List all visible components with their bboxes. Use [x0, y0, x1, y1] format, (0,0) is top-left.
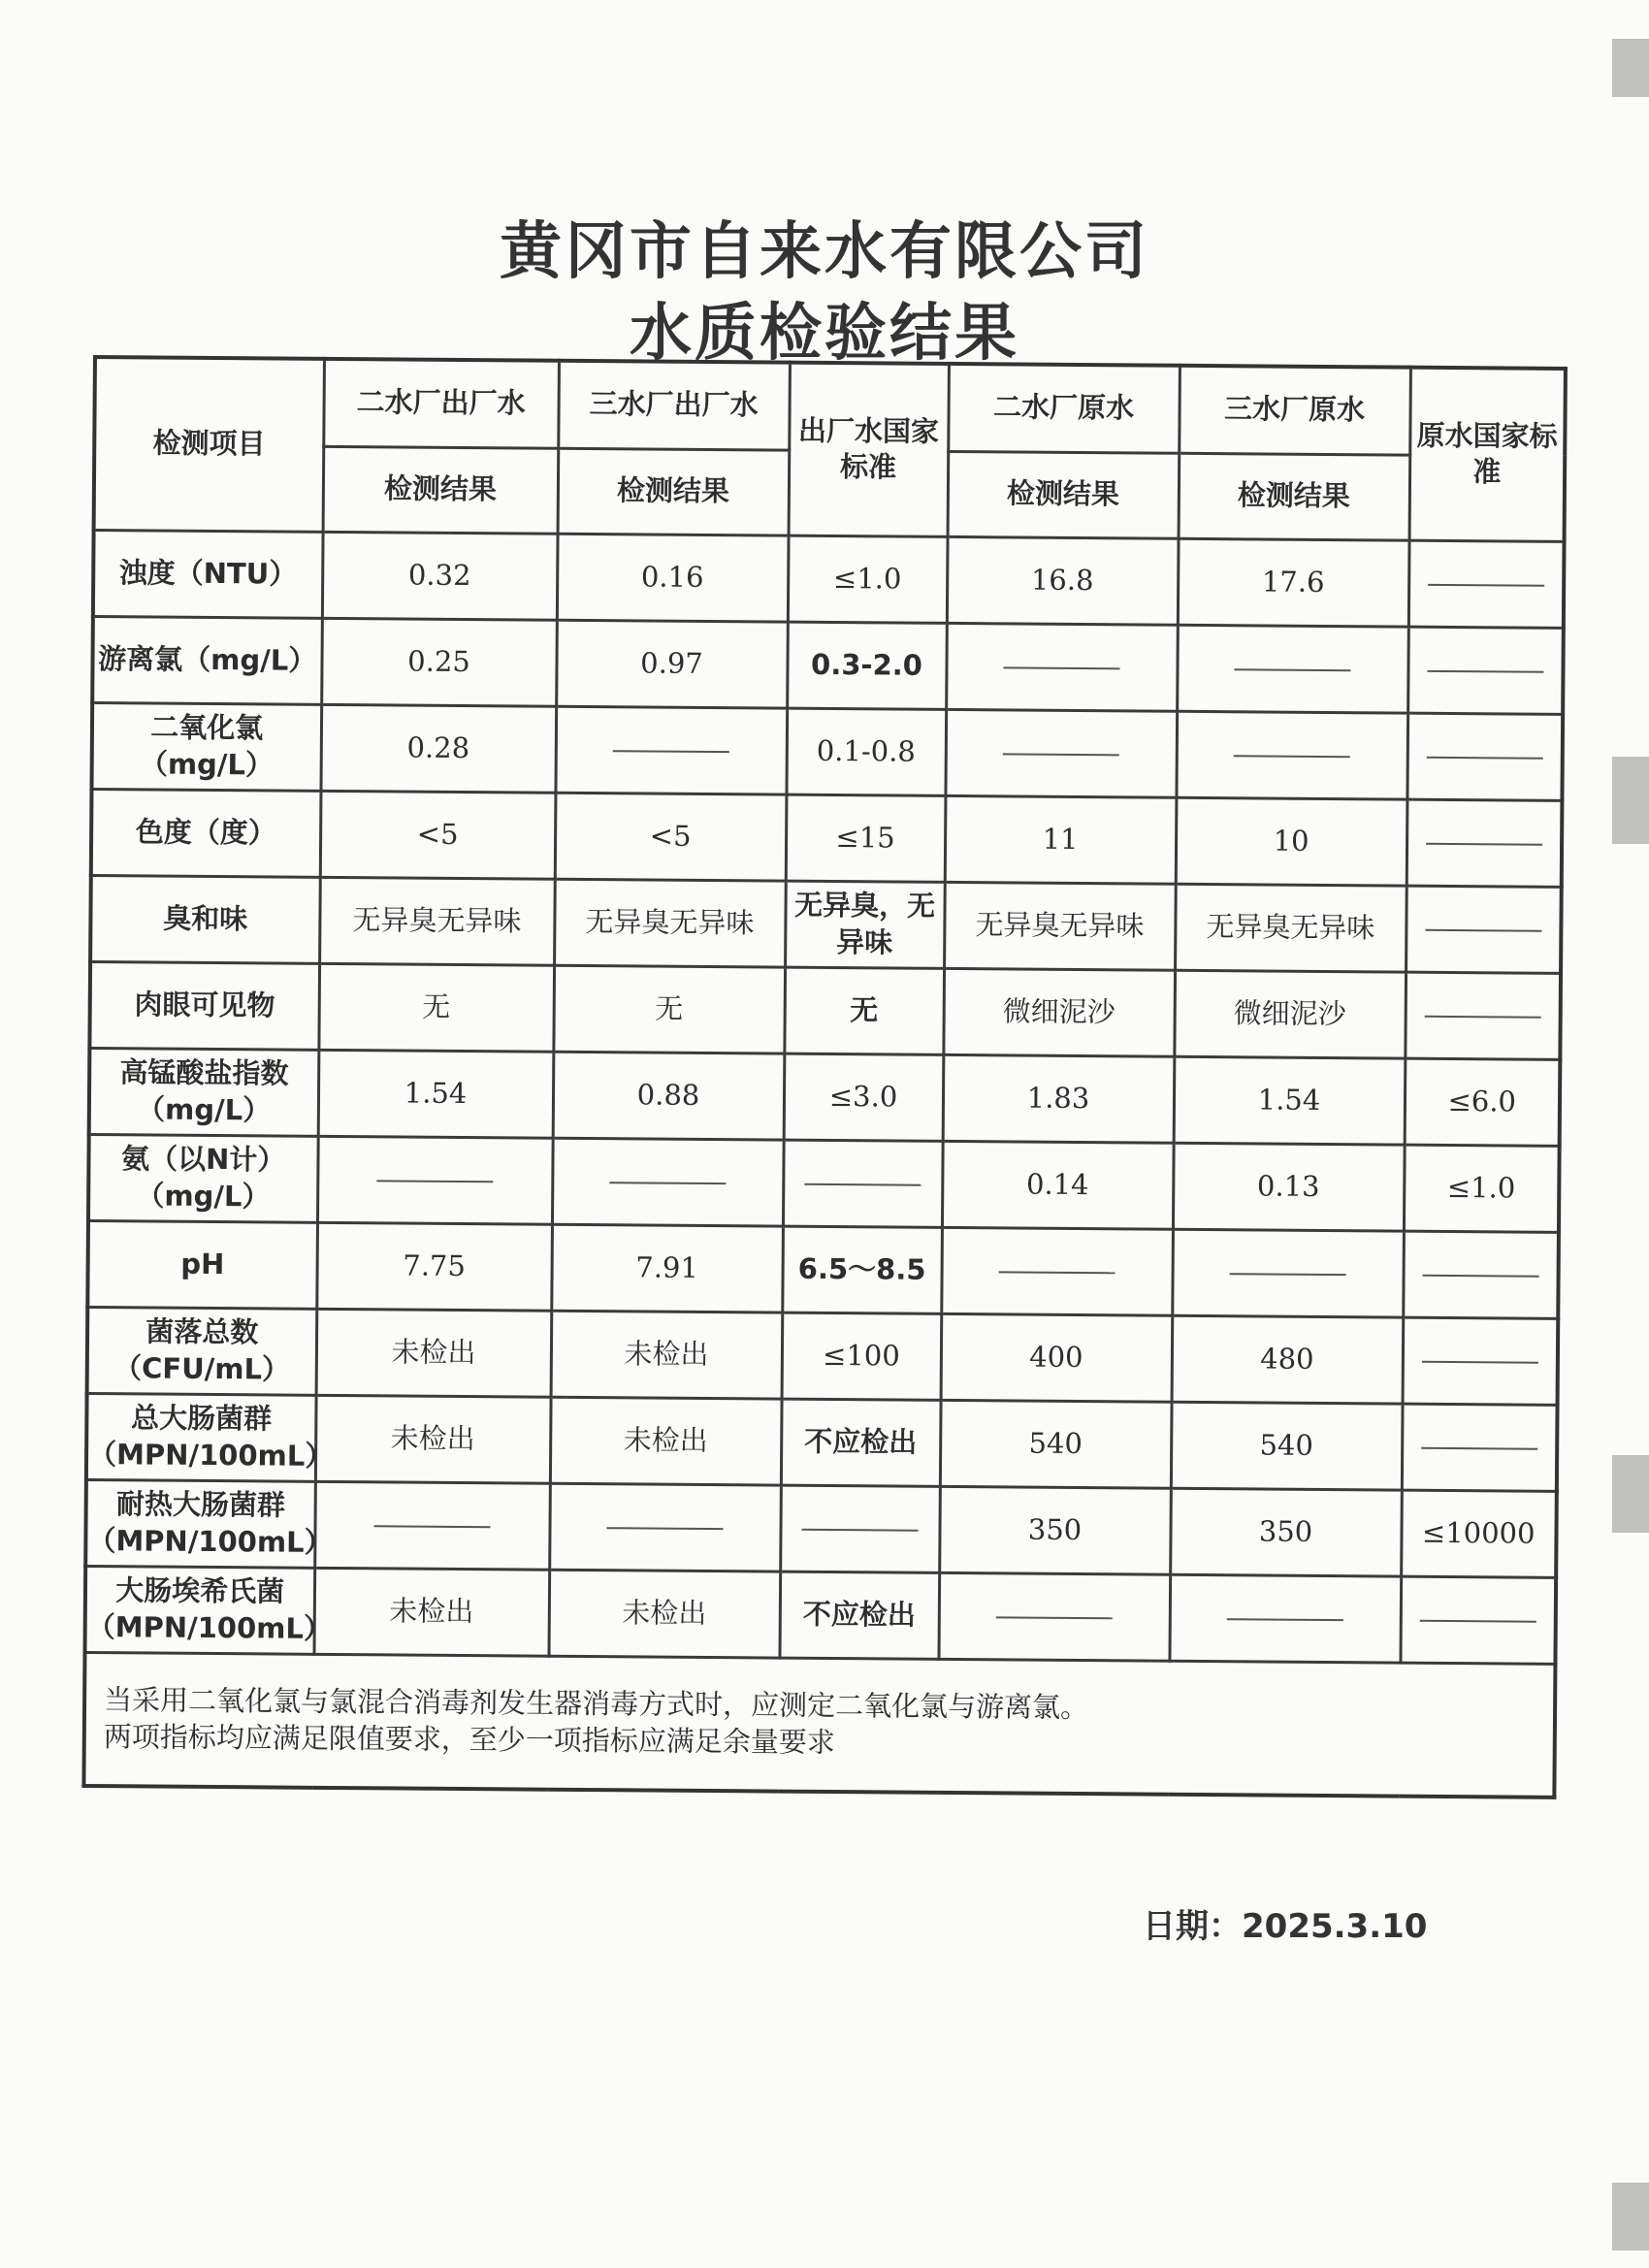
row-item-label: 高锰酸盐指数（mg/L） — [89, 1048, 319, 1136]
plant3-out-value: 0.16 — [557, 534, 789, 622]
plant3-raw-empty — [1177, 625, 1408, 713]
dash-placeholder — [1227, 1618, 1343, 1621]
raw-std-empty — [1407, 627, 1564, 714]
table-row — [85, 1479, 1557, 1577]
plant2-raw-empty — [938, 1572, 1170, 1661]
plant2-out-value: 0.28 — [320, 704, 556, 793]
plant3-out-value: 0.88 — [553, 1052, 785, 1140]
dash-placeholder — [802, 1528, 919, 1531]
table-row — [91, 702, 1563, 800]
dash-placeholder — [607, 1527, 724, 1530]
dash-placeholder — [996, 1616, 1113, 1619]
plant3-out-value: 未检出 — [548, 1570, 780, 1658]
header-raw-std: 原水国家标准 — [1409, 368, 1566, 541]
table-row — [88, 1134, 1560, 1232]
plant3-out-value: 0.97 — [556, 620, 788, 708]
dash-placeholder — [1234, 668, 1350, 671]
dash-placeholder — [1425, 928, 1541, 931]
dash-placeholder — [999, 1271, 1116, 1274]
raw-std-empty — [1402, 1404, 1558, 1491]
dash-placeholder — [1230, 1273, 1346, 1276]
row-item-label: pH — [87, 1220, 317, 1309]
table-note — [83, 1652, 1555, 1797]
plant2-raw-empty — [941, 1227, 1173, 1315]
out-std-value: 无 — [784, 967, 944, 1054]
table-row — [87, 1220, 1559, 1318]
out-std-value: ≤1.0 — [788, 535, 948, 623]
out-std-value: 0.3-2.0 — [787, 622, 947, 709]
row-item-label: 色度（度） — [91, 789, 321, 877]
plant2-raw-value: 16.8 — [947, 536, 1179, 625]
plant2-raw-value: 0.14 — [942, 1141, 1174, 1229]
table-row — [86, 1393, 1558, 1491]
dash-placeholder — [609, 1182, 726, 1184]
row-item-label: 肉眼可见物 — [89, 961, 319, 1050]
scan-edge-mark — [1612, 2183, 1649, 2251]
plant2-raw-value: 无异臭无异味 — [944, 882, 1176, 970]
out-std-value: 6.5～8.5 — [782, 1226, 942, 1313]
table-row — [89, 961, 1561, 1059]
dash-placeholder — [374, 1525, 491, 1528]
raw-std-value: ≤6.0 — [1405, 1058, 1561, 1146]
plant3-raw-empty — [1172, 1229, 1404, 1317]
row-item-label: 氨（以N计）（mg/L） — [88, 1134, 318, 1222]
dash-placeholder — [1234, 755, 1350, 758]
plant3-out-value: 7.91 — [551, 1224, 783, 1312]
row-item-label: 菌落总数（CFU/mL） — [87, 1307, 317, 1395]
dash-placeholder — [1427, 669, 1543, 672]
row-item-label: 大肠埃希氏菌（MPN/100mL） — [84, 1566, 314, 1654]
plant3-out-value: <5 — [555, 793, 787, 881]
plant3-raw-value: 350 — [1170, 1488, 1402, 1576]
plant3-out-empty — [555, 706, 787, 794]
plant2-out-value: 无异臭无异味 — [319, 877, 555, 965]
dash-placeholder — [1422, 1360, 1538, 1363]
plant2-out-value: 未检出 — [313, 1568, 549, 1656]
raw-std-value: ≤1.0 — [1404, 1145, 1560, 1232]
header-plant3-out: 三水厂出厂水 — [558, 361, 790, 450]
plant3-out-value: 无 — [553, 965, 785, 1053]
plant3-raw-empty — [1169, 1574, 1401, 1663]
plant3-out-value: 未检出 — [551, 1311, 783, 1399]
table-row — [93, 530, 1565, 628]
row-item-label: 臭和味 — [90, 875, 320, 963]
out-std-value: ≤100 — [782, 1312, 942, 1400]
header-plant3-raw: 三水厂原水 — [1179, 366, 1410, 455]
plant3-raw-value: 1.54 — [1174, 1056, 1406, 1145]
out-std-value: 0.1-0.8 — [786, 708, 946, 795]
plant2-out-empty — [314, 1481, 550, 1570]
results-table — [81, 355, 1568, 1798]
note-line-1: 当采用二氧化氯与氯混合消毒剂发生器消毒方式时，应测定二氧化氯与游离氯。 — [103, 1682, 1089, 1724]
dash-placeholder — [804, 1183, 921, 1185]
plant3-raw-value: 480 — [1172, 1315, 1404, 1404]
plant2-out-value: 未检出 — [315, 1395, 551, 1483]
out-std-value: ≤15 — [786, 794, 946, 882]
plant2-out-empty — [317, 1136, 553, 1224]
plant3-raw-value: 540 — [1171, 1402, 1403, 1490]
plant2-raw-empty — [945, 709, 1177, 797]
out-std-value: 无异臭，无异味 — [785, 881, 945, 968]
plant2-out-value: 无 — [318, 963, 554, 1052]
page-title: 黄冈市自来水有限公司 — [500, 216, 1149, 288]
table-row — [92, 616, 1564, 714]
plant3-raw-value: 0.13 — [1173, 1143, 1405, 1231]
plant2-out-value: 1.54 — [318, 1050, 554, 1138]
table-row — [90, 875, 1562, 973]
raw-std-empty — [1403, 1231, 1559, 1318]
dash-placeholder — [1003, 666, 1119, 669]
scan-edge-mark — [1612, 1455, 1649, 1533]
plant3-out-value: 未检出 — [550, 1397, 782, 1485]
plant3-raw-value: 10 — [1176, 797, 1407, 886]
dash-placeholder — [1003, 753, 1119, 756]
dash-placeholder — [1426, 842, 1542, 845]
scan-edge-mark — [1612, 39, 1649, 97]
table-row — [91, 789, 1563, 887]
plant2-out-value: <5 — [320, 791, 556, 879]
dash-placeholder — [1427, 756, 1543, 759]
plant3-raw-empty — [1176, 711, 1407, 799]
plant3-out-empty — [549, 1483, 781, 1571]
plant3-raw-value: 无异臭无异味 — [1175, 884, 1406, 972]
table-row — [89, 1048, 1561, 1146]
row-item-label: 总大肠菌群（MPN/100mL） — [86, 1393, 316, 1481]
plant2-raw-value: 1.83 — [943, 1054, 1175, 1143]
header-item: 检测项目 — [94, 357, 324, 532]
dash-placeholder — [376, 1180, 493, 1183]
subheader-result: 检测结果 — [558, 448, 790, 535]
subheader-result: 检测结果 — [1179, 453, 1410, 540]
dash-placeholder — [613, 750, 729, 753]
row-item-label: 二氧化氯（mg/L） — [91, 702, 321, 791]
plant2-raw-value: 微细泥沙 — [943, 968, 1175, 1056]
header-plant2-out: 二水厂出厂水 — [323, 359, 559, 448]
row-item-label: 耐热大肠菌群（MPN/100mL） — [85, 1479, 315, 1568]
table-row — [87, 1307, 1559, 1405]
dash-placeholder — [1422, 1274, 1538, 1277]
table-row — [84, 1566, 1556, 1664]
plant2-raw-value: 400 — [941, 1313, 1173, 1402]
scan-edge-mark — [1612, 757, 1649, 844]
raw-std-empty — [1406, 713, 1563, 800]
dash-placeholder — [1428, 583, 1544, 586]
raw-std-empty — [1403, 1317, 1559, 1405]
plant2-out-value: 7.75 — [316, 1222, 552, 1311]
plant2-raw-value: 11 — [945, 795, 1177, 884]
plant2-raw-empty — [946, 623, 1178, 711]
out-std-value: 不应检出 — [781, 1399, 941, 1486]
out-std-value: 不应检出 — [779, 1571, 939, 1659]
dash-placeholder — [1420, 1619, 1536, 1622]
report-date: 日期：2025.3.10 — [1143, 1907, 1428, 1946]
raw-std-empty — [1406, 799, 1563, 887]
out-std-value: ≤3.0 — [784, 1053, 944, 1141]
raw-std-empty — [1400, 1576, 1556, 1664]
raw-std-empty — [1408, 540, 1565, 628]
header-plant2-raw: 二水厂原水 — [948, 364, 1180, 453]
plant3-raw-value: 17.6 — [1178, 538, 1409, 627]
plant3-raw-value: 微细泥沙 — [1174, 970, 1406, 1058]
dash-placeholder — [1424, 1015, 1540, 1018]
subheader-result: 检测结果 — [948, 451, 1180, 538]
note-line-2: 两项指标均应满足限值要求，至少一项指标应满足余量要求 — [103, 1719, 835, 1759]
plant2-out-value: 0.25 — [321, 618, 557, 706]
out-std-empty — [783, 1140, 943, 1227]
raw-std-empty — [1406, 886, 1562, 973]
plant3-out-empty — [552, 1138, 784, 1226]
plant2-raw-value: 540 — [940, 1400, 1172, 1488]
subheader-result: 检测结果 — [323, 446, 559, 534]
plant2-raw-value: 350 — [939, 1486, 1171, 1574]
plant2-out-value: 0.32 — [322, 532, 558, 620]
raw-std-value: ≤10000 — [1401, 1490, 1557, 1577]
plant2-out-value: 未检出 — [316, 1309, 552, 1397]
header-out-std: 出厂水国家标准 — [789, 363, 949, 536]
row-item-label: 浊度（NTU） — [93, 530, 323, 618]
table-body — [84, 530, 1564, 1664]
raw-std-empty — [1405, 972, 1561, 1059]
plant3-out-value: 无异臭无异味 — [554, 879, 786, 967]
out-std-empty — [780, 1485, 940, 1572]
page-subtitle: 水质检验结果 — [630, 298, 1019, 370]
dash-placeholder — [1421, 1446, 1537, 1449]
row-item-label: 游离氯（mg/L） — [92, 616, 322, 704]
